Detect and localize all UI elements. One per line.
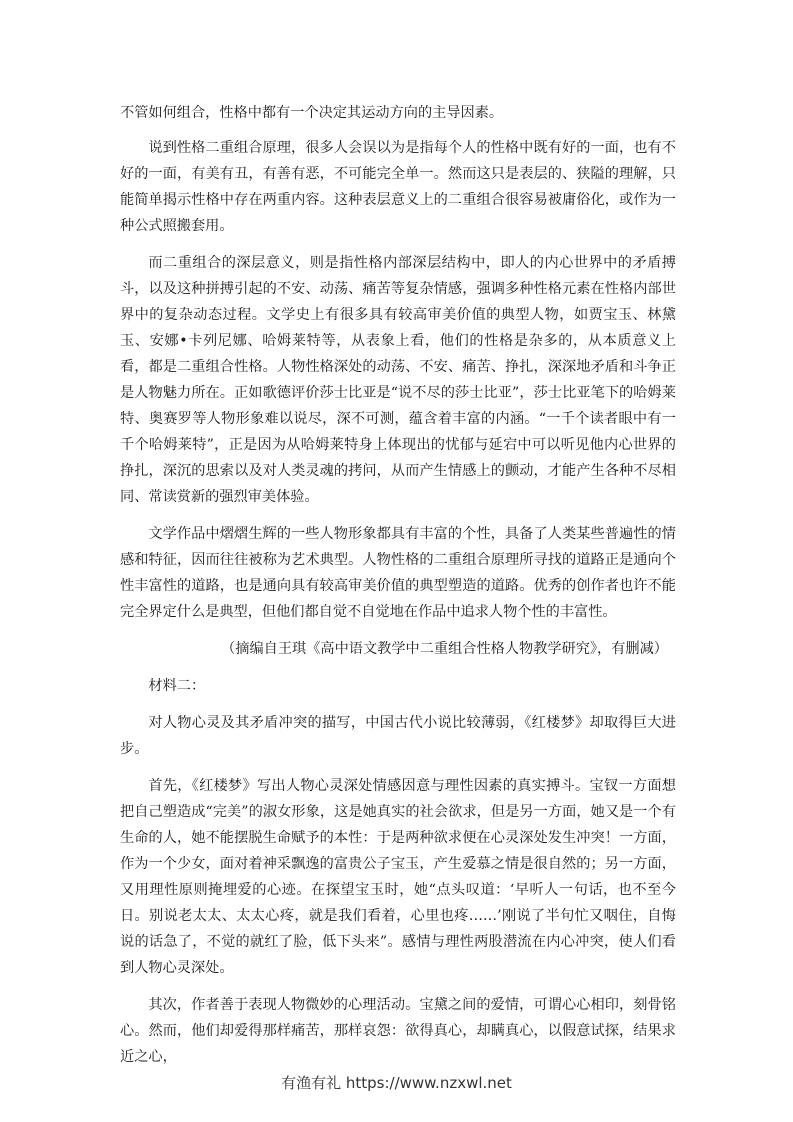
paragraph-7: 其次，作者善于表现人物微妙的心理活动。宝黛之间的爱情，可谓心心相印，刻骨铭心。然而，他们却爱得那样痛苦，那样哀怨：欲得真心，却瞒真心，以假意试探，结果求近之心， bbox=[120, 997, 676, 1065]
source-citation: （摘编自王琪《高中语文教学中二重组合性格人物教学研究》，有删减） bbox=[221, 641, 668, 657]
paragraph-2: 说到性格二重组合原理，很多人会误以为是指每个人的性格中既有好的一面，也有不好的一面，有美有丑，有善有恶，不可能完全单一。然而这只是表层的、狭隘的理解，只能简单揭示性格中存在两重内容。这种表层意义上的二重组合很容易被庸俗化，或作为一种公式照搬套用。 bbox=[120, 140, 676, 234]
paragraph-6: 首先，《红楼梦》写出人物心灵深处情感因意与理性因素的真实搏斗。宝钗一方面想把自己塑造成“完美”的淑女形象，这是她真实的社会欲求，但是另一方面，她又是一个有生命的人，她不能摆脱生命赋予的本性：于是两种欲求便在心灵深处发生冲突！一方面，作为一个少女，面对着神采飘逸的富贵公子宝玉，产生爱慕之情是很自然的；另一方面，又用理性原则掩埋爱的心迹。在探望宝玉时，她“点头叹道：‘早听人一句话，也不至今日。别说老太太、太太心疼，就是我们看着，心里也疼……’刚说了半句忙又咽住，自悔说的话急了，不觉的就红了脸，低下头来”。感情与理性两股潜流在内心冲突，使人们看到人物心灵深处。 bbox=[120, 778, 676, 976]
footer-watermark: 有渔有礼 https://www.nzxwl.net bbox=[281, 1074, 512, 1092]
material-2-label: 材料二： bbox=[148, 678, 206, 694]
document-page bbox=[120, 100, 676, 1081]
paragraph-1: 不管如何组合，性格中都有一个决定其运动方向的主导因素。 bbox=[120, 105, 504, 121]
paragraph-5: 对人物心灵及其矛盾冲突的描写，中国古代小说比较薄弱，《红楼梦》却取得巨大进步。 bbox=[120, 715, 676, 757]
paragraph-3: 而二重组合的深层意义，则是指性格内部深层结构中，即人的内心世界中的矛盾搏斗，以及这种拼搏引起的不安、动荡、痛苦等复杂情感，强调多种性格元素在性格内部世界中的复杂动态过程。文学史上有很多具有较高审美价值的典型人物，如贾宝玉、林黛玉、安娜•卡列尼娜、哈姆莱特等，从表象上看，他们的性格是杂多的，从本质意义上看，都是二重组合性格。人物性格深处的动荡、不安、痛苦、挣扎，深深地矛盾和斗争正是人物魅力所在。正如歌德评价莎士比亚是“说不尽的莎士比亚”，莎士比亚笔下的哈姆莱特、奥赛罗等人物形象难以说尽，深不可测，蕴含着丰富的内涵。“一千个读者眼中有一千个哈姆莱特”，正是因为从哈姆莱特身上体现出的忧郁与延宕中可以听见他内心世界的挣扎，深沉的思索以及对人类灵魂的拷问，从而产生情感上的颤动，才能产生各种不尽相同、常读赏新的强烈审美体验。 bbox=[120, 255, 676, 505]
paragraph-4: 文学作品中熠熠生辉的一些人物形象都具有丰富的个性，具备了人类某些普遍性的情感和特征，因而往往被称为艺术典型。人物性格的二重组合原理所寻找的道路正是通向个性丰富性的道路，也是通向具有较高审美价值的典型塑造的道路。优秀的创作者也许不能完全界定什么是典型，但他们都自觉不自觉地在作品中追求人物个性的丰富性。 bbox=[120, 526, 676, 620]
